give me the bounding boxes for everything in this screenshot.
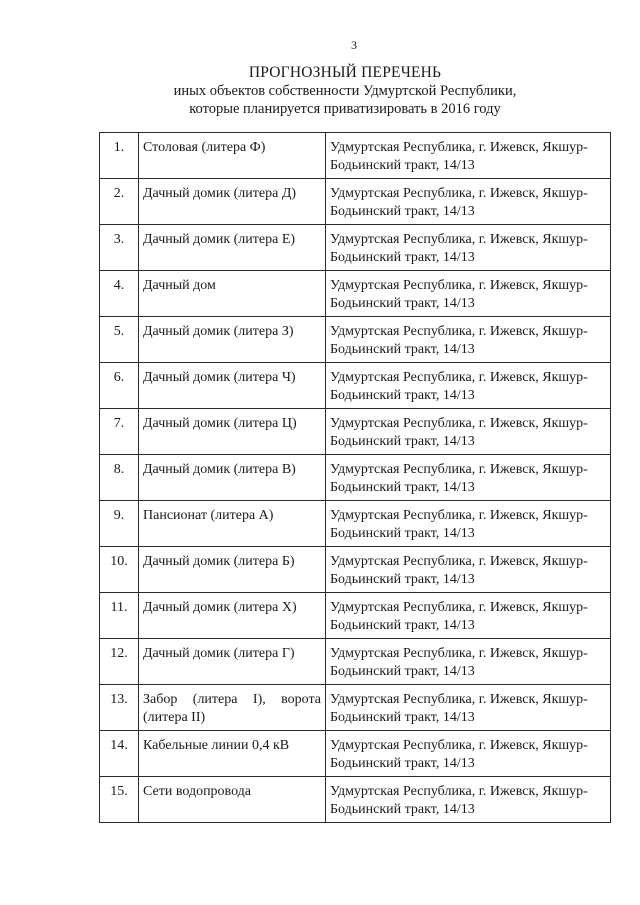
object-address [326,501,611,547]
table-row [100,455,611,501]
property-table [99,132,611,823]
address-line-1: Удмуртская Республика, г. Ижевск, Якшур- [330,278,588,293]
address-line-1: Удмуртская Республика, г. Ижевск, Якшур- [330,416,588,431]
table-row [100,363,611,409]
object-address [326,133,611,179]
object-name: Дачный дом [139,271,326,317]
object-address [326,639,611,685]
address-line-1: Удмуртская Республика, г. Ижевск, Якшур- [330,738,588,753]
address-line-2: Бодьинский тракт, 14/13 [330,618,475,633]
title-line-1: иных объектов собственности Удмуртской Республики, [173,83,517,99]
object-name: Дачный домик (литера Б) [139,547,326,593]
address-line-2: Бодьинский тракт, 14/13 [330,526,475,541]
row-number: 8. [100,455,139,501]
address-line-1: Удмуртская Республика, г. Ижевск, Якшур- [330,784,588,799]
address-line-2: Бодьинский тракт, 14/13 [330,802,475,817]
table-row [100,179,611,225]
address-line-1: Удмуртская Республика, г. Ижевск, Якшур- [330,232,588,247]
object-address [326,593,611,639]
object-address [326,547,611,593]
address-line-1: Удмуртская Республика, г. Ижевск, Якшур- [330,600,588,615]
object-name: Дачный домик (литера Г) [139,639,326,685]
object-name: Забор (литера I), ворота (литера II) [139,685,326,731]
address-line-2: Бодьинский тракт, 14/13 [330,756,475,771]
row-number: 7. [100,409,139,455]
row-number: 14. [100,731,139,777]
address-line-2: Бодьинский тракт, 14/13 [330,388,475,403]
row-number: 10. [100,547,139,593]
row-number: 15. [100,777,139,823]
address-line-1: Удмуртская Республика, г. Ижевск, Якшур- [330,646,588,661]
row-number: 2. [100,179,139,225]
address-line-1: Удмуртская Республика, г. Ижевск, Якшур- [330,370,588,385]
object-address [326,777,611,823]
object-name: Дачный домик (литера Ц) [139,409,326,455]
object-address [326,731,611,777]
address-line-2: Бодьинский тракт, 14/13 [330,296,475,311]
object-name: Дачный домик (литера З) [139,317,326,363]
row-number: 3. [100,225,139,271]
table-row [100,271,611,317]
address-line-2: Бодьинский тракт, 14/13 [330,664,475,679]
table-row [100,731,611,777]
address-line-2: Бодьинский тракт, 14/13 [330,342,475,357]
address-line-2: Бодьинский тракт, 14/13 [330,572,475,587]
table-row [100,225,611,271]
table-row [100,685,611,731]
object-name: Дачный домик (литера Ч) [139,363,326,409]
address-line-1: Удмуртская Республика, г. Ижевск, Якшур- [330,554,588,569]
object-address [326,225,611,271]
address-line-1: Удмуртская Республика, г. Ижевск, Якшур- [330,508,588,523]
row-number: 12. [100,639,139,685]
object-name: Дачный домик (литера Х) [139,593,326,639]
object-name: Столовая (литера Ф) [139,133,326,179]
address-line-1: Удмуртская Республика, г. Ижевск, Якшур- [330,324,588,339]
object-address [326,455,611,501]
object-address [326,363,611,409]
row-number: 6. [100,363,139,409]
address-line-1: Удмуртская Республика, г. Ижевск, Якшур- [330,462,588,477]
table-row [100,639,611,685]
table-row [100,317,611,363]
object-address [326,685,611,731]
object-address [326,409,611,455]
address-line-2: Бодьинский тракт, 14/13 [330,204,475,219]
table-row [100,409,611,455]
document-title [0,63,640,118]
row-number: 5. [100,317,139,363]
row-number: 13. [100,685,139,731]
table-row [100,547,611,593]
row-number: 11. [100,593,139,639]
row-number: 9. [100,501,139,547]
address-line-2: Бодьинский тракт, 14/13 [330,710,475,725]
table-row [100,593,611,639]
object-name: Пансионат (литера А) [139,501,326,547]
object-address [326,317,611,363]
address-line-1: Удмуртская Республика, г. Ижевск, Якшур- [330,186,588,201]
address-line-1: Удмуртская Республика, г. Ижевск, Якшур- [330,140,588,155]
row-number: 1. [100,133,139,179]
page-number: 3 [351,38,357,52]
object-name: Кабельные линии 0,4 кВ [139,731,326,777]
object-address [326,271,611,317]
table-row [100,777,611,823]
object-name: Дачный домик (литера Е) [139,225,326,271]
row-number: 4. [100,271,139,317]
title-main: ПРОГНОЗНЫЙ ПЕРЕЧЕНЬ [248,64,442,81]
address-line-2: Бодьинский тракт, 14/13 [330,480,475,495]
table-row [100,501,611,547]
object-name: Сети водопровода [139,777,326,823]
title-line-2: которые планируется приватизировать в 2016 году [189,101,501,117]
address-line-1: Удмуртская Республика, г. Ижевск, Якшур- [330,692,588,707]
table-row [100,133,611,179]
address-line-2: Бодьинский тракт, 14/13 [330,158,475,173]
object-address [326,179,611,225]
address-line-2: Бодьинский тракт, 14/13 [330,434,475,449]
object-name: Дачный домик (литера В) [139,455,326,501]
object-name: Дачный домик (литера Д) [139,179,326,225]
address-line-2: Бодьинский тракт, 14/13 [330,250,475,265]
